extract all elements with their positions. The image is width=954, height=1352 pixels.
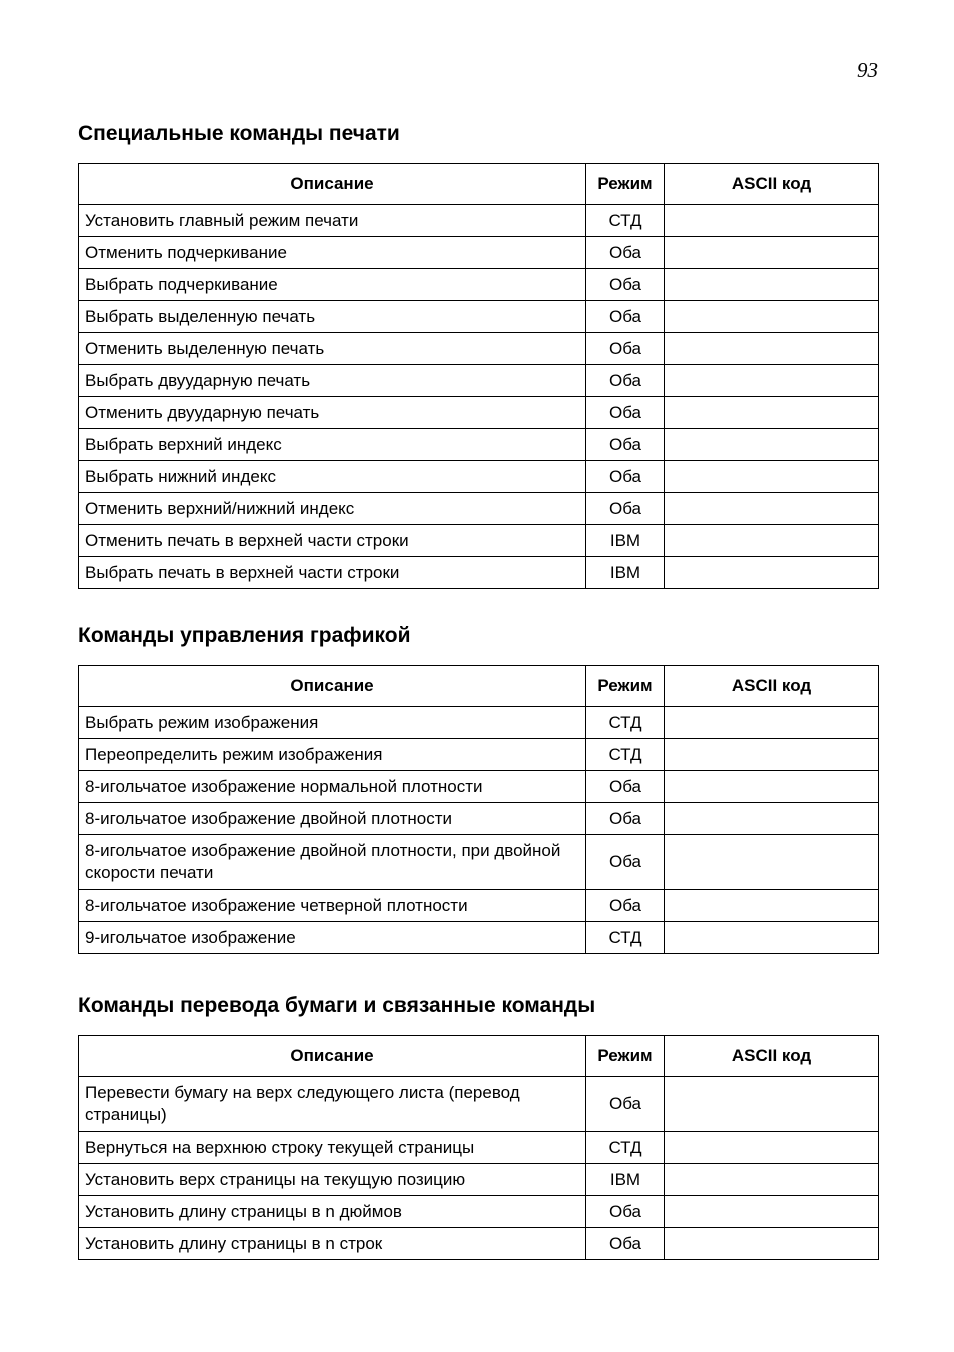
table-header-row <box>79 164 879 205</box>
table-row <box>79 1228 879 1260</box>
cell-description: Установить главный режим печати <box>79 205 586 237</box>
cell-description: Выбрать нижний индекс <box>79 461 586 493</box>
cell-mode: Оба <box>586 397 665 429</box>
cell-description: 8-игольчатое изображение нормальной плотности <box>79 771 586 803</box>
column-header-mode: Режим <box>586 1036 665 1077</box>
page-number: 93 <box>857 58 878 82</box>
cell-ascii-code <box>665 461 879 493</box>
table-row <box>79 739 879 771</box>
cell-mode: Оба <box>586 429 665 461</box>
cell-description: Отменить печать в верхней части строки <box>79 525 586 557</box>
cell-description: Отменить подчеркивание <box>79 237 586 269</box>
table-row <box>79 771 879 803</box>
cell-ascii-code <box>665 429 879 461</box>
cell-mode: Оба <box>586 365 665 397</box>
cell-description: Отменить двуударную печать <box>79 397 586 429</box>
column-header-ascii-code: ASCII код <box>665 164 879 205</box>
section-title: Команды управления графикой <box>78 624 411 647</box>
column-header-mode: Режим <box>586 164 665 205</box>
cell-mode: IBM <box>586 557 665 589</box>
cell-mode: Оба <box>586 461 665 493</box>
cell-ascii-code <box>665 835 879 890</box>
cell-ascii-code <box>665 333 879 365</box>
table-header-row <box>79 666 879 707</box>
cell-mode: Оба <box>586 771 665 803</box>
table-row <box>79 269 879 301</box>
column-header-description: Описание <box>79 666 586 707</box>
table-row <box>79 333 879 365</box>
cell-description: Установить верх страницы на текущую позицию <box>79 1164 586 1196</box>
table-row <box>79 461 879 493</box>
cell-mode: Оба <box>586 890 665 922</box>
cell-ascii-code <box>665 205 879 237</box>
cell-ascii-code <box>665 1164 879 1196</box>
table-header-row <box>79 1036 879 1077</box>
cell-mode: Оба <box>586 1196 665 1228</box>
cell-ascii-code <box>665 922 879 954</box>
cell-mode: Оба <box>586 269 665 301</box>
section-special-print-commands <box>78 119 878 589</box>
column-header-mode: Режим <box>586 666 665 707</box>
cell-mode: Оба <box>586 237 665 269</box>
cell-description: Выбрать выделенную печать <box>79 301 586 333</box>
cell-description: Переопределить режим изображения <box>79 739 586 771</box>
section-title: Специальные команды печати <box>78 122 400 145</box>
cell-ascii-code <box>665 1196 879 1228</box>
section-title: Команды перевода бумаги и связанные команды <box>78 994 596 1017</box>
cell-mode: Оба <box>586 493 665 525</box>
cell-mode: Оба <box>586 301 665 333</box>
cell-mode: Оба <box>586 835 665 890</box>
table-row <box>79 707 879 739</box>
cell-description: Выбрать печать в верхней части строки <box>79 557 586 589</box>
cell-mode: Оба <box>586 1077 665 1132</box>
cell-ascii-code <box>665 1077 879 1132</box>
cell-ascii-code <box>665 269 879 301</box>
cell-mode: СТД <box>586 1132 665 1164</box>
cell-mode: Оба <box>586 803 665 835</box>
cell-description: Установить длину страницы в n строк <box>79 1228 586 1260</box>
cell-mode: IBM <box>586 525 665 557</box>
cell-ascii-code <box>665 557 879 589</box>
table-row <box>79 205 879 237</box>
table-row <box>79 922 879 954</box>
section-graphics-commands <box>78 621 878 954</box>
cell-ascii-code <box>665 707 879 739</box>
cell-description: Отменить выделенную печать <box>79 333 586 365</box>
table-row <box>79 1132 879 1164</box>
table-row <box>79 835 879 890</box>
column-header-ascii-code: ASCII код <box>665 666 879 707</box>
cell-ascii-code <box>665 525 879 557</box>
cell-description: Выбрать подчеркивание <box>79 269 586 301</box>
table-row <box>79 525 879 557</box>
cell-description: Выбрать режим изображения <box>79 707 586 739</box>
cell-ascii-code <box>665 890 879 922</box>
cell-mode: СТД <box>586 922 665 954</box>
commands-table <box>78 163 879 589</box>
cell-description: Выбрать двуударную печать <box>79 365 586 397</box>
cell-description: 8-игольчатое изображение двойной плотности, при двойной скорости печати <box>79 835 586 890</box>
cell-description: Выбрать верхний индекс <box>79 429 586 461</box>
commands-table <box>78 665 879 954</box>
cell-ascii-code <box>665 365 879 397</box>
cell-mode: СТД <box>586 707 665 739</box>
table-row <box>79 557 879 589</box>
cell-ascii-code <box>665 1228 879 1260</box>
commands-table <box>78 1035 879 1260</box>
cell-description: Вернуться на верхнюю строку текущей страницы <box>79 1132 586 1164</box>
cell-ascii-code <box>665 803 879 835</box>
table-row <box>79 237 879 269</box>
table-row <box>79 365 879 397</box>
table-row <box>79 397 879 429</box>
cell-ascii-code <box>665 771 879 803</box>
cell-mode: Оба <box>586 333 665 365</box>
table-row <box>79 1196 879 1228</box>
cell-description: 8-игольчатое изображение четверной плотности <box>79 890 586 922</box>
cell-mode: IBM <box>586 1164 665 1196</box>
column-header-description: Описание <box>79 164 586 205</box>
table-row <box>79 301 879 333</box>
cell-ascii-code <box>665 1132 879 1164</box>
cell-description: Перевести бумагу на верх следующего листа (перевод страницы) <box>79 1077 586 1132</box>
section-paper-feed-commands <box>78 991 878 1260</box>
cell-description: Установить длину страницы в n дюймов <box>79 1196 586 1228</box>
table-row <box>79 493 879 525</box>
table-row <box>79 803 879 835</box>
table-row <box>79 1164 879 1196</box>
column-header-description: Описание <box>79 1036 586 1077</box>
table-row <box>79 429 879 461</box>
table-row <box>79 1077 879 1132</box>
cell-mode: СТД <box>586 205 665 237</box>
cell-description: 9-игольчатое изображение <box>79 922 586 954</box>
cell-mode: СТД <box>586 739 665 771</box>
cell-ascii-code <box>665 237 879 269</box>
cell-ascii-code <box>665 301 879 333</box>
cell-mode: Оба <box>586 1228 665 1260</box>
cell-ascii-code <box>665 739 879 771</box>
cell-ascii-code <box>665 493 879 525</box>
cell-description: Отменить верхний/нижний индекс <box>79 493 586 525</box>
cell-ascii-code <box>665 397 879 429</box>
column-header-ascii-code: ASCII код <box>665 1036 879 1077</box>
cell-description: 8-игольчатое изображение двойной плотности <box>79 803 586 835</box>
table-row <box>79 890 879 922</box>
